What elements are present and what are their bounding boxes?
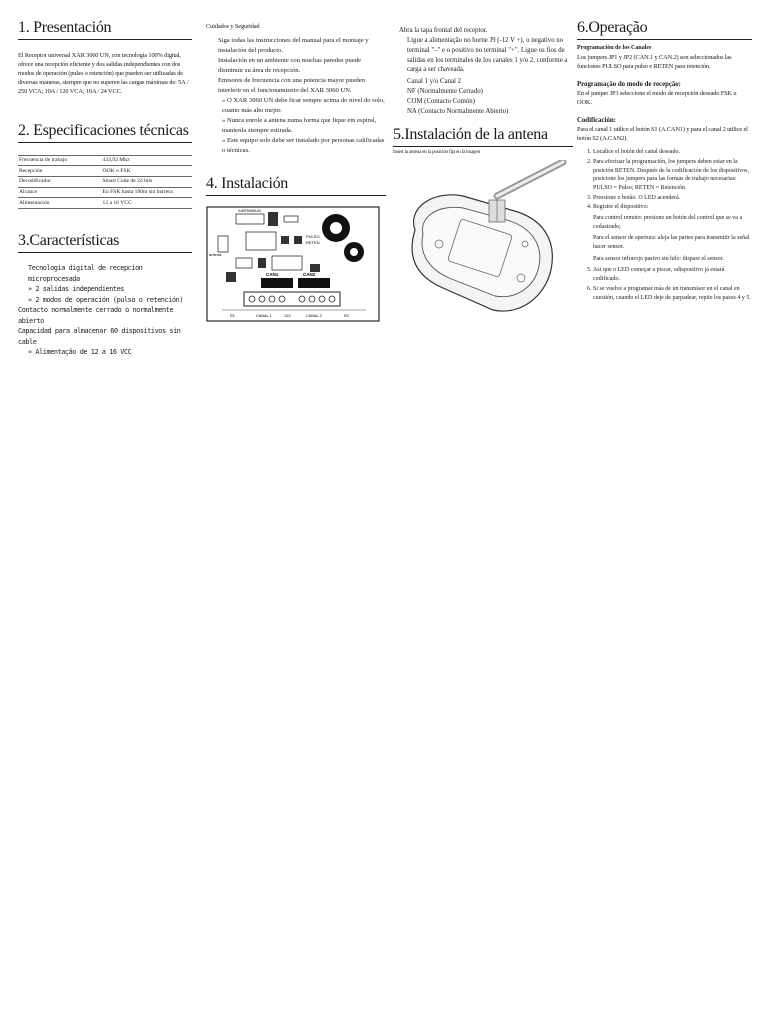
prog-title: Programación de los Canales bbox=[577, 45, 652, 51]
antenna-wire-highlight bbox=[497, 162, 563, 196]
spec-key: Frecuencia de trabajo bbox=[18, 155, 102, 166]
section-title-operation: 6.Operação bbox=[577, 18, 752, 40]
component bbox=[226, 272, 236, 282]
note-pir-sensor: Para sensor infrarojo pasivo sin hilo: dispare el sensor. bbox=[593, 255, 724, 262]
circuit-board-diagram bbox=[206, 206, 380, 322]
component bbox=[268, 212, 278, 226]
care-item: » Este equipo solo debe ser instalado por personas calificadas o técnicas. bbox=[222, 137, 385, 154]
board-model-label: XAR3060UN bbox=[238, 207, 261, 213]
list-item: 2. Para efectuar la programación, los jumpers deben estar en la posición RETEN. Después de la codificación de los dispositivos, posicione los jumpers para las formas de trabajo necesarias: PULSO = Pulso; RETEN = Retención. bbox=[593, 158, 752, 193]
board-r2-label: R2 bbox=[344, 313, 349, 318]
section-title-features: 3.Características bbox=[18, 231, 192, 253]
spec-key: Alimentación bbox=[18, 198, 102, 209]
wiring-step: COM (Contacto Común) bbox=[407, 97, 475, 105]
antenna-text: Insert la antena en la posición fija en la imagen bbox=[393, 149, 480, 155]
coding-steps bbox=[577, 148, 752, 212]
spec-value: 12 a 16 VCC bbox=[102, 198, 192, 209]
board-can2-label: CAN2 bbox=[303, 271, 316, 277]
spec-value: En FSK hasta 100m sin barrera. bbox=[102, 187, 192, 198]
component bbox=[258, 258, 266, 268]
care-item: Siga todas las instrucciones del manual para el montaje y instalación del producto. bbox=[218, 36, 369, 54]
wiring-step: NA (Contacto Normalmente Abierto) bbox=[407, 107, 509, 115]
section-title-specs: 2. Especificaciones técnicas bbox=[18, 121, 192, 143]
column-presentation bbox=[18, 18, 192, 358]
board-pulso-label: PULSO bbox=[306, 233, 320, 239]
board-antenna-label: antena bbox=[209, 251, 222, 257]
care-item: » O XAR 3060 UN debe ficar sempre acima do nivel do solo, cuanto más alto mejor. bbox=[222, 97, 385, 114]
component bbox=[281, 236, 289, 244]
presentation-text: El Receptor universal XAR 3060 UN, con tecnología 100% digital, ofrece una recepción eficiente y dos salidas independientes con dos modos de operación (pulso o retención) que pueden ser utilizadas de diversas maneras, siempre que no superen las cargas máximas de: 5A / 250 VCA; 10A / 120 VCA; 10A / 24 VCC. bbox=[18, 52, 189, 95]
care-item: Emisores de frecuencia con una potencia mayor pueden interferir en el funcionamiento del XAR 3060 UN. bbox=[218, 77, 366, 94]
table-row bbox=[18, 166, 192, 177]
list-item: Capacidad para almacenar 60 dispositivos sin cable bbox=[18, 327, 181, 346]
relay-can1 bbox=[261, 278, 293, 288]
board-reten-label: RETEN bbox=[306, 239, 320, 245]
care-item: Instalación en un ambiente con muchas paredes puede disminuir su área de recepción. bbox=[218, 57, 361, 74]
list-item: 1. Localice el botón del canal deseado. bbox=[593, 148, 752, 157]
spec-key: Recepción bbox=[18, 166, 102, 177]
section-title-presentation: 1. Presentación bbox=[18, 18, 192, 40]
list-item: » 2 modos de operación (pulso o retención) bbox=[28, 295, 184, 304]
column-care-installation bbox=[206, 18, 386, 322]
spec-key: Alcance bbox=[18, 187, 102, 198]
section-title-installation: 4. Instalación bbox=[206, 174, 386, 196]
list-item: Contacto normalmente cerrado o normalmente abierto bbox=[18, 306, 174, 325]
spec-key: Decodificador bbox=[18, 177, 102, 188]
board-canal2-label: CANAL 2 bbox=[306, 313, 322, 318]
list-item: 6. Si se vuelve a programar más de un transmisor en el canal en cuestión, cuando el LED deje de parpadear, repite los pasos 4 y 5. bbox=[593, 285, 752, 302]
receiver-housing-illustration bbox=[393, 160, 573, 328]
specs-table bbox=[18, 155, 192, 209]
section-title-antenna: 5.Instalación de la antena bbox=[393, 125, 573, 147]
codification-title: Codificación: bbox=[577, 117, 616, 125]
note-remote: Para control remoto: presione un botón del control que se va a codastrado; bbox=[593, 215, 743, 230]
wiring-step: Ligue a alimentação no borne J9 (-12 V +), o negativo no terminal "–" e o positivo no terminal "+". Ligue os fios de salidas en los terminales de los canales 1 y/o 2, conforme a carga a ser chaveada. bbox=[407, 36, 568, 74]
features-list bbox=[18, 263, 192, 358]
list-item: Tecnologia digital de recepcion microprocesada bbox=[28, 264, 143, 283]
wiring-step: NF (Normalmente Cerrado) bbox=[407, 88, 483, 96]
board-canal1-label: CANAL 1 bbox=[256, 313, 272, 318]
care-item: » Nunca enrole a antena numa forma que fique em espiral, mantenla siempre estirada. bbox=[222, 117, 377, 134]
relay-capacitor-center bbox=[330, 222, 342, 234]
board-12v-label: 12V bbox=[284, 313, 291, 318]
prog-text: Los jumpers JP1 y JP2 (CAN.1 y CAN.2) son seleccionados las funciones PULSO para pulso e RETEN para retención. bbox=[577, 54, 732, 70]
board-outline bbox=[207, 207, 379, 321]
capacitor-center bbox=[350, 248, 358, 256]
list-item: » 2 salidas independientes bbox=[28, 285, 124, 294]
list-item: 4. Registre el dispositivo: bbox=[593, 203, 752, 212]
column-operation bbox=[577, 18, 752, 303]
list-item: 3. Pressione o botão. O LED acenderá. bbox=[593, 194, 752, 203]
column-wiring-antenna bbox=[393, 18, 573, 328]
wiring-step: Canal 1 y/o Canal 2 bbox=[407, 78, 461, 86]
coding-steps-continued bbox=[577, 266, 752, 302]
board-can1-label: CAN1 bbox=[266, 271, 279, 277]
table-row bbox=[18, 198, 192, 209]
spec-value: 433,92 Mhz bbox=[102, 155, 192, 166]
care-title: Cuidados y Seguridad bbox=[206, 23, 260, 30]
spec-value: OOK o FSK bbox=[102, 166, 192, 177]
note-door-sensor: Para el sensor de apertura: aleja las partes para transmitir la señal hacer sensor. bbox=[593, 235, 750, 251]
board-r1-label: R1 bbox=[230, 313, 235, 318]
list-item: » Alimentação de 12 a 16 VCC bbox=[28, 348, 132, 357]
component bbox=[294, 236, 302, 244]
table-row bbox=[18, 187, 192, 198]
mode-title: Programação do modo de recepção: bbox=[577, 80, 681, 88]
wiring-step: Abra la tapa frontal del receptor. bbox=[399, 27, 488, 34]
mode-text: En el jumper JP3 seleccione el modo de recepción deseado FSK u OOK. bbox=[577, 90, 737, 107]
table-row bbox=[18, 155, 192, 166]
component bbox=[310, 264, 320, 272]
table-row bbox=[18, 177, 192, 188]
relay-can2 bbox=[298, 278, 330, 288]
spec-value: Smart Code de 24 bits bbox=[102, 177, 192, 188]
codification-text: Para el canal 1 utilice el botón S1 (A.CAN1) y para el canal 2 utilice el botón S2 (A.CAN2). bbox=[577, 126, 748, 143]
list-item: 5. Asi que o LED começar a piscar, odispositivo já estará codificado. bbox=[593, 266, 752, 283]
